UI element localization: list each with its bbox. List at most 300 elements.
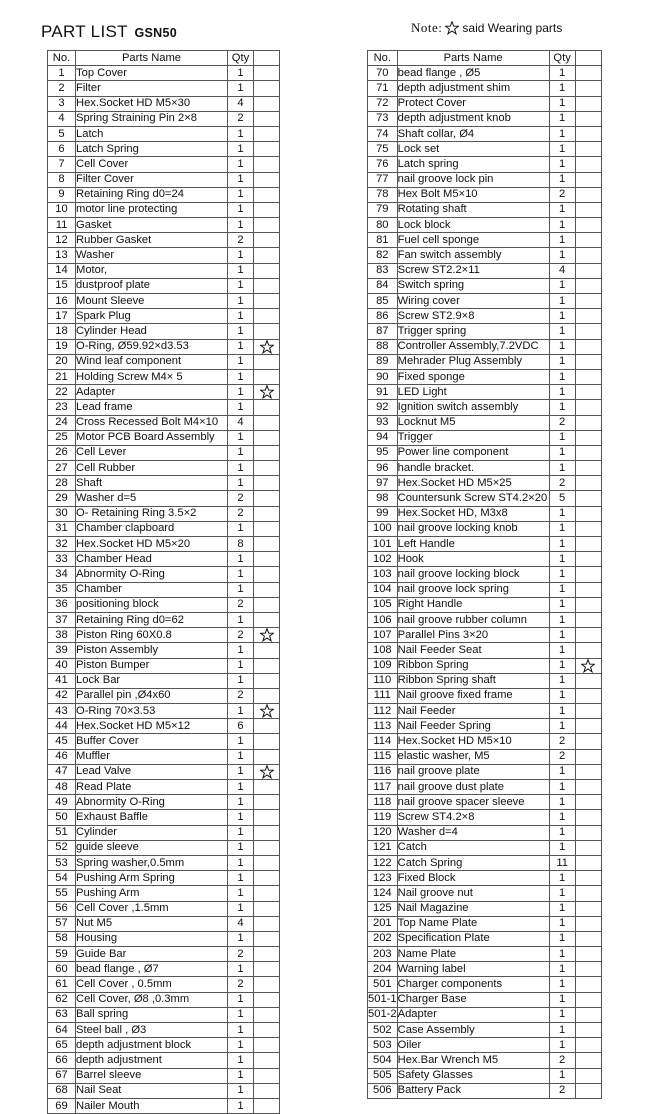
part-qty-cell: 2 [228,977,254,992]
table-row [48,430,280,445]
part-number-cell: 54 [48,871,76,886]
part-qty-cell: 1 [228,658,254,673]
part-qty-cell: 1 [549,400,575,415]
table-row [368,248,602,263]
table-row [368,354,602,369]
table-row [368,294,602,309]
page-title [41,22,177,42]
part-qty-cell: 1 [228,871,254,886]
part-number-cell: 19 [48,339,76,354]
table-row [48,1098,280,1113]
table-row [368,886,602,901]
part-name-cell: Countersunk Screw ST4.2×20 [397,491,549,506]
wear-mark-cell [254,673,280,688]
title-text: PART LIST [41,22,128,41]
part-name-cell: Lock set [397,142,549,157]
wearing-part-star-icon [260,385,274,399]
table-row [48,552,280,567]
part-qty-cell: 2 [228,947,254,962]
table-row [48,916,280,931]
table-row [48,901,280,916]
wear-mark-cell [254,901,280,916]
part-qty-cell: 1 [228,339,254,354]
part-name-cell: bead flange , Ø5 [397,66,549,81]
part-qty-cell: 1 [549,795,575,810]
table-row [368,142,602,157]
part-number-cell: 109 [368,658,398,673]
part-name-cell: Screw ST4.2×8 [397,810,549,825]
table-row [48,688,280,703]
part-qty-cell: 1 [549,962,575,977]
part-number-cell: 201 [368,916,398,931]
wear-mark-cell [254,780,280,795]
part-qty-cell: 1 [228,81,254,96]
part-qty-cell: 1 [228,612,254,627]
wear-mark-cell [254,931,280,946]
table-row [368,962,602,977]
part-number-cell: 108 [368,643,398,658]
part-number-cell: 203 [368,947,398,962]
part-number-cell: 84 [368,278,398,293]
part-name-cell: Spring Straining Pin 2×8 [76,111,228,126]
part-number-cell: 502 [368,1023,398,1038]
part-number-cell: 8 [48,172,76,187]
part-number-cell: 41 [48,673,76,688]
part-number-cell: 11 [48,218,76,233]
wear-mark-cell [254,734,280,749]
wear-mark-cell [254,521,280,536]
part-qty-cell: 1 [549,840,575,855]
part-number-cell: 56 [48,901,76,916]
part-name-cell: nail groove spacer sleeve [397,795,549,810]
part-qty-cell: 1 [228,278,254,293]
part-name-cell: Cylinder Head [76,324,228,339]
table-row [368,369,602,384]
table-row [48,673,280,688]
wear-mark-cell [575,962,601,977]
wear-mark-cell [575,537,601,552]
table-header-row [368,51,602,66]
table-row [48,1083,280,1098]
part-qty-cell: 1 [549,810,575,825]
table-row [368,157,602,172]
part-number-cell: 39 [48,643,76,658]
part-qty-cell: 2 [228,688,254,703]
table-row [368,491,602,506]
part-qty-cell: 1 [228,445,254,460]
wear-mark-cell [254,66,280,81]
table-row [368,810,602,825]
part-qty-cell: 1 [228,582,254,597]
part-qty-cell: 1 [228,142,254,157]
part-number-cell: 62 [48,992,76,1007]
table-row [368,749,602,764]
part-number-cell: 82 [368,248,398,263]
part-number-cell: 113 [368,719,398,734]
part-name-cell: handle bracket. [397,461,549,476]
table-row [368,825,602,840]
table-row [368,187,602,202]
wear-mark-cell [575,749,601,764]
wear-mark-cell [254,218,280,233]
part-name-cell: Washer d=5 [76,491,228,506]
part-name-cell: Abnormity O-Ring [76,567,228,582]
wear-mark-cell [575,111,601,126]
wear-mark-cell [254,172,280,187]
part-qty-cell: 1 [549,172,575,187]
table-row [48,931,280,946]
table-row [48,445,280,460]
part-qty-cell: 1 [549,339,575,354]
table-row [368,66,602,81]
part-name-cell: Ignition switch assembly [397,400,549,415]
wear-mark-cell [254,658,280,673]
part-name-cell: Fuel cell sponge [397,233,549,248]
part-qty-cell: 1 [549,218,575,233]
part-qty-cell: 1 [549,506,575,521]
part-name-cell: depth adjustment shim [397,81,549,96]
wear-mark-cell [254,187,280,202]
part-number-cell: 3 [48,96,76,111]
wear-mark-cell [575,142,601,157]
part-number-cell: 50 [48,810,76,825]
part-number-cell: 45 [48,734,76,749]
wear-mark-cell [254,111,280,126]
part-name-cell: nail groove dust plate [397,780,549,795]
wear-mark-cell [254,202,280,217]
column-header-qty: Qty [228,51,254,66]
table-row [48,1038,280,1053]
part-name-cell: O-Ring, Ø59.92×d3.53 [76,339,228,354]
part-name-cell: Abnormity O-Ring [76,795,228,810]
part-number-cell: 96 [368,461,398,476]
part-number-cell: 13 [48,248,76,263]
column-header-no: No. [48,51,76,66]
part-number-cell: 73 [368,111,398,126]
part-number-cell: 61 [48,977,76,992]
table-row [368,324,602,339]
part-number-cell: 47 [48,764,76,779]
part-number-cell: 58 [48,931,76,946]
part-number-cell: 118 [368,795,398,810]
table-row [48,962,280,977]
part-name-cell: Nail groove nut [397,886,549,901]
table-row [48,825,280,840]
part-name-cell: Housing [76,931,228,946]
part-number-cell: 6 [48,142,76,157]
part-name-cell: motor line protecting [76,202,228,217]
part-name-cell: nail groove locking block [397,567,549,582]
part-name-cell: positioning block [76,597,228,612]
part-qty-cell: 1 [549,354,575,369]
wear-mark-cell [254,263,280,278]
part-qty-cell: 1 [549,461,575,476]
part-number-cell: 501-2 [368,1007,398,1022]
part-number-cell: 503 [368,1038,398,1053]
part-number-cell: 17 [48,309,76,324]
part-qty-cell: 1 [549,537,575,552]
part-name-cell: depth adjustment [76,1053,228,1068]
part-qty-cell: 2 [549,415,575,430]
part-qty-cell: 1 [549,111,575,126]
table-row [368,506,602,521]
table-row [368,385,602,400]
wear-mark-cell [254,81,280,96]
part-name-cell: Nail groove fixed frame [397,688,549,703]
table-row [368,218,602,233]
part-qty-cell: 1 [549,324,575,339]
wear-mark-cell [575,126,601,141]
wear-mark-cell [254,810,280,825]
table-row [48,810,280,825]
parts-table-left [47,50,280,1114]
part-qty-cell: 1 [228,810,254,825]
wear-mark-cell [575,354,601,369]
wear-mark-cell [575,947,601,962]
wear-mark-cell [254,643,280,658]
wear-mark-cell [575,840,601,855]
part-qty-cell: 1 [549,552,575,567]
wear-mark-cell [254,855,280,870]
wear-mark-cell [254,840,280,855]
wear-mark-cell [254,369,280,384]
part-number-cell: 78 [368,187,398,202]
wear-mark-cell [575,187,601,202]
wear-mark-cell [575,476,601,491]
table-row [368,339,602,354]
part-number-cell: 55 [48,886,76,901]
column-header-wear [575,51,601,66]
wear-mark-cell [575,202,601,217]
part-number-cell: 69 [48,1098,76,1113]
part-name-cell: nail groove plate [397,764,549,779]
part-number-cell: 97 [368,476,398,491]
part-name-cell: Exhaust Baffle [76,810,228,825]
wear-mark-cell [254,992,280,1007]
part-name-cell: Shaft [76,476,228,491]
parts-table-right [367,50,602,1099]
wear-mark-cell [254,1053,280,1068]
part-name-cell: Buffer Cover [76,734,228,749]
wear-mark-cell [575,1038,601,1053]
part-number-cell: 117 [368,780,398,795]
part-name-cell: Left Handle [397,537,549,552]
table-row [48,567,280,582]
part-number-cell: 505 [368,1068,398,1083]
part-qty-cell: 8 [228,537,254,552]
part-name-cell: Gasket [76,218,228,233]
part-name-cell: Switch spring [397,278,549,293]
part-name-cell: Pushing Arm [76,886,228,901]
table-row [48,537,280,552]
part-number-cell: 20 [48,354,76,369]
part-qty-cell: 1 [549,309,575,324]
table-row [368,719,602,734]
wear-mark-cell [575,643,601,658]
part-name-cell: Nail Feeder Seat [397,643,549,658]
part-qty-cell: 1 [228,886,254,901]
part-qty-cell: 1 [549,66,575,81]
part-name-cell: dustproof plate [76,278,228,293]
part-qty-cell: 1 [228,294,254,309]
part-number-cell: 204 [368,962,398,977]
part-qty-cell: 1 [228,521,254,536]
table-row [48,81,280,96]
wearing-part-star-icon [260,340,274,354]
part-number-cell: 506 [368,1083,398,1098]
part-number-cell: 29 [48,491,76,506]
part-name-cell: Ribbon Spring shaft [397,673,549,688]
table-row [48,111,280,126]
wear-mark-cell [575,1007,601,1022]
part-name-cell: nail groove lock pin [397,172,549,187]
part-number-cell: 504 [368,1053,398,1068]
part-qty-cell: 1 [228,1068,254,1083]
wear-mark-cell [575,248,601,263]
table-row [48,415,280,430]
table-row [368,688,602,703]
table-row [48,187,280,202]
part-number-cell: 43 [48,704,76,719]
table-row [368,126,602,141]
part-number-cell: 123 [368,871,398,886]
part-number-cell: 110 [368,673,398,688]
wear-mark-cell [254,537,280,552]
part-qty-cell: 1 [228,461,254,476]
table-row [48,597,280,612]
column-header-name: Parts Name [76,51,228,66]
wear-mark-cell [254,506,280,521]
part-name-cell: Latch [76,126,228,141]
part-number-cell: 23 [48,400,76,415]
part-name-cell: nail groove lock spring [397,582,549,597]
table-row [368,612,602,627]
wear-mark-cell [254,385,280,400]
part-name-cell: Ball spring [76,1007,228,1022]
part-name-cell: Washer [76,248,228,263]
part-qty-cell: 4 [228,916,254,931]
wearing-part-star-icon [260,628,274,642]
part-name-cell: Ribbon Spring [397,658,549,673]
part-qty-cell: 1 [549,1068,575,1083]
part-number-cell: 59 [48,947,76,962]
table-row [368,430,602,445]
part-number-cell: 501 [368,977,398,992]
part-qty-cell: 1 [549,445,575,460]
part-name-cell: Hex.Socket HD M5×10 [397,734,549,749]
wear-mark-cell [254,126,280,141]
part-qty-cell: 1 [228,263,254,278]
part-qty-cell: 1 [228,749,254,764]
table-row [48,385,280,400]
wear-mark-cell [254,1023,280,1038]
part-qty-cell: 1 [549,871,575,886]
part-number-cell: 65 [48,1038,76,1053]
part-number-cell: 68 [48,1083,76,1098]
part-qty-cell: 6 [228,719,254,734]
part-name-cell: Piston Ring 60X0.8 [76,628,228,643]
table-row [48,855,280,870]
part-qty-cell: 1 [549,294,575,309]
part-number-cell: 18 [48,324,76,339]
part-name-cell: elastic washer, M5 [397,749,549,764]
table-row [368,673,602,688]
part-qty-cell: 2 [228,491,254,506]
part-number-cell: 104 [368,582,398,597]
part-qty-cell: 1 [228,187,254,202]
part-qty-cell: 1 [549,886,575,901]
part-number-cell: 83 [368,263,398,278]
table-row [368,1068,602,1083]
part-name-cell: Pushing Arm Spring [76,871,228,886]
table-row [48,126,280,141]
part-name-cell: Piston Bumper [76,658,228,673]
part-qty-cell: 1 [549,628,575,643]
part-name-cell: Cylinder [76,825,228,840]
star-outline-icon [445,21,459,35]
wear-mark-cell [254,1068,280,1083]
part-number-cell: 115 [368,749,398,764]
part-number-cell: 1 [48,66,76,81]
table-row [368,81,602,96]
table-row [48,992,280,1007]
part-name-cell: Muffler [76,749,228,764]
part-number-cell: 101 [368,537,398,552]
part-qty-cell: 4 [549,263,575,278]
table-row [48,309,280,324]
part-qty-cell: 1 [228,962,254,977]
part-name-cell: Shaft collar, Ø4 [397,126,549,141]
part-qty-cell: 1 [228,202,254,217]
part-name-cell: Nail Magazine [397,901,549,916]
table-row [48,294,280,309]
wear-mark-cell [575,278,601,293]
part-number-cell: 24 [48,415,76,430]
part-number-cell: 74 [368,126,398,141]
part-name-cell: depth adjustment block [76,1038,228,1053]
part-qty-cell: 1 [549,597,575,612]
part-number-cell: 60 [48,962,76,977]
part-name-cell: Cell Rubber [76,461,228,476]
table-row [368,1083,602,1098]
part-qty-cell: 1 [549,521,575,536]
part-number-cell: 112 [368,704,398,719]
wear-mark-cell [575,552,601,567]
part-name-cell: Retaining Ring d0=24 [76,187,228,202]
wear-mark-cell [575,81,601,96]
table-row [48,749,280,764]
part-number-cell: 35 [48,582,76,597]
part-number-cell: 98 [368,491,398,506]
wear-mark-cell [575,1053,601,1068]
wear-mark-cell [575,233,601,248]
wear-mark-cell [575,1083,601,1098]
table-row [368,96,602,111]
part-qty-cell: 1 [549,901,575,916]
wear-mark-cell [254,597,280,612]
wear-mark-cell [254,749,280,764]
part-qty-cell: 1 [549,278,575,293]
part-number-cell: 114 [368,734,398,749]
part-qty-cell: 1 [549,825,575,840]
part-qty-cell: 1 [228,218,254,233]
wear-mark-cell [575,445,601,460]
part-qty-cell: 4 [228,415,254,430]
table-row [48,764,280,779]
table-row [368,628,602,643]
part-number-cell: 105 [368,597,398,612]
part-qty-cell: 1 [228,552,254,567]
